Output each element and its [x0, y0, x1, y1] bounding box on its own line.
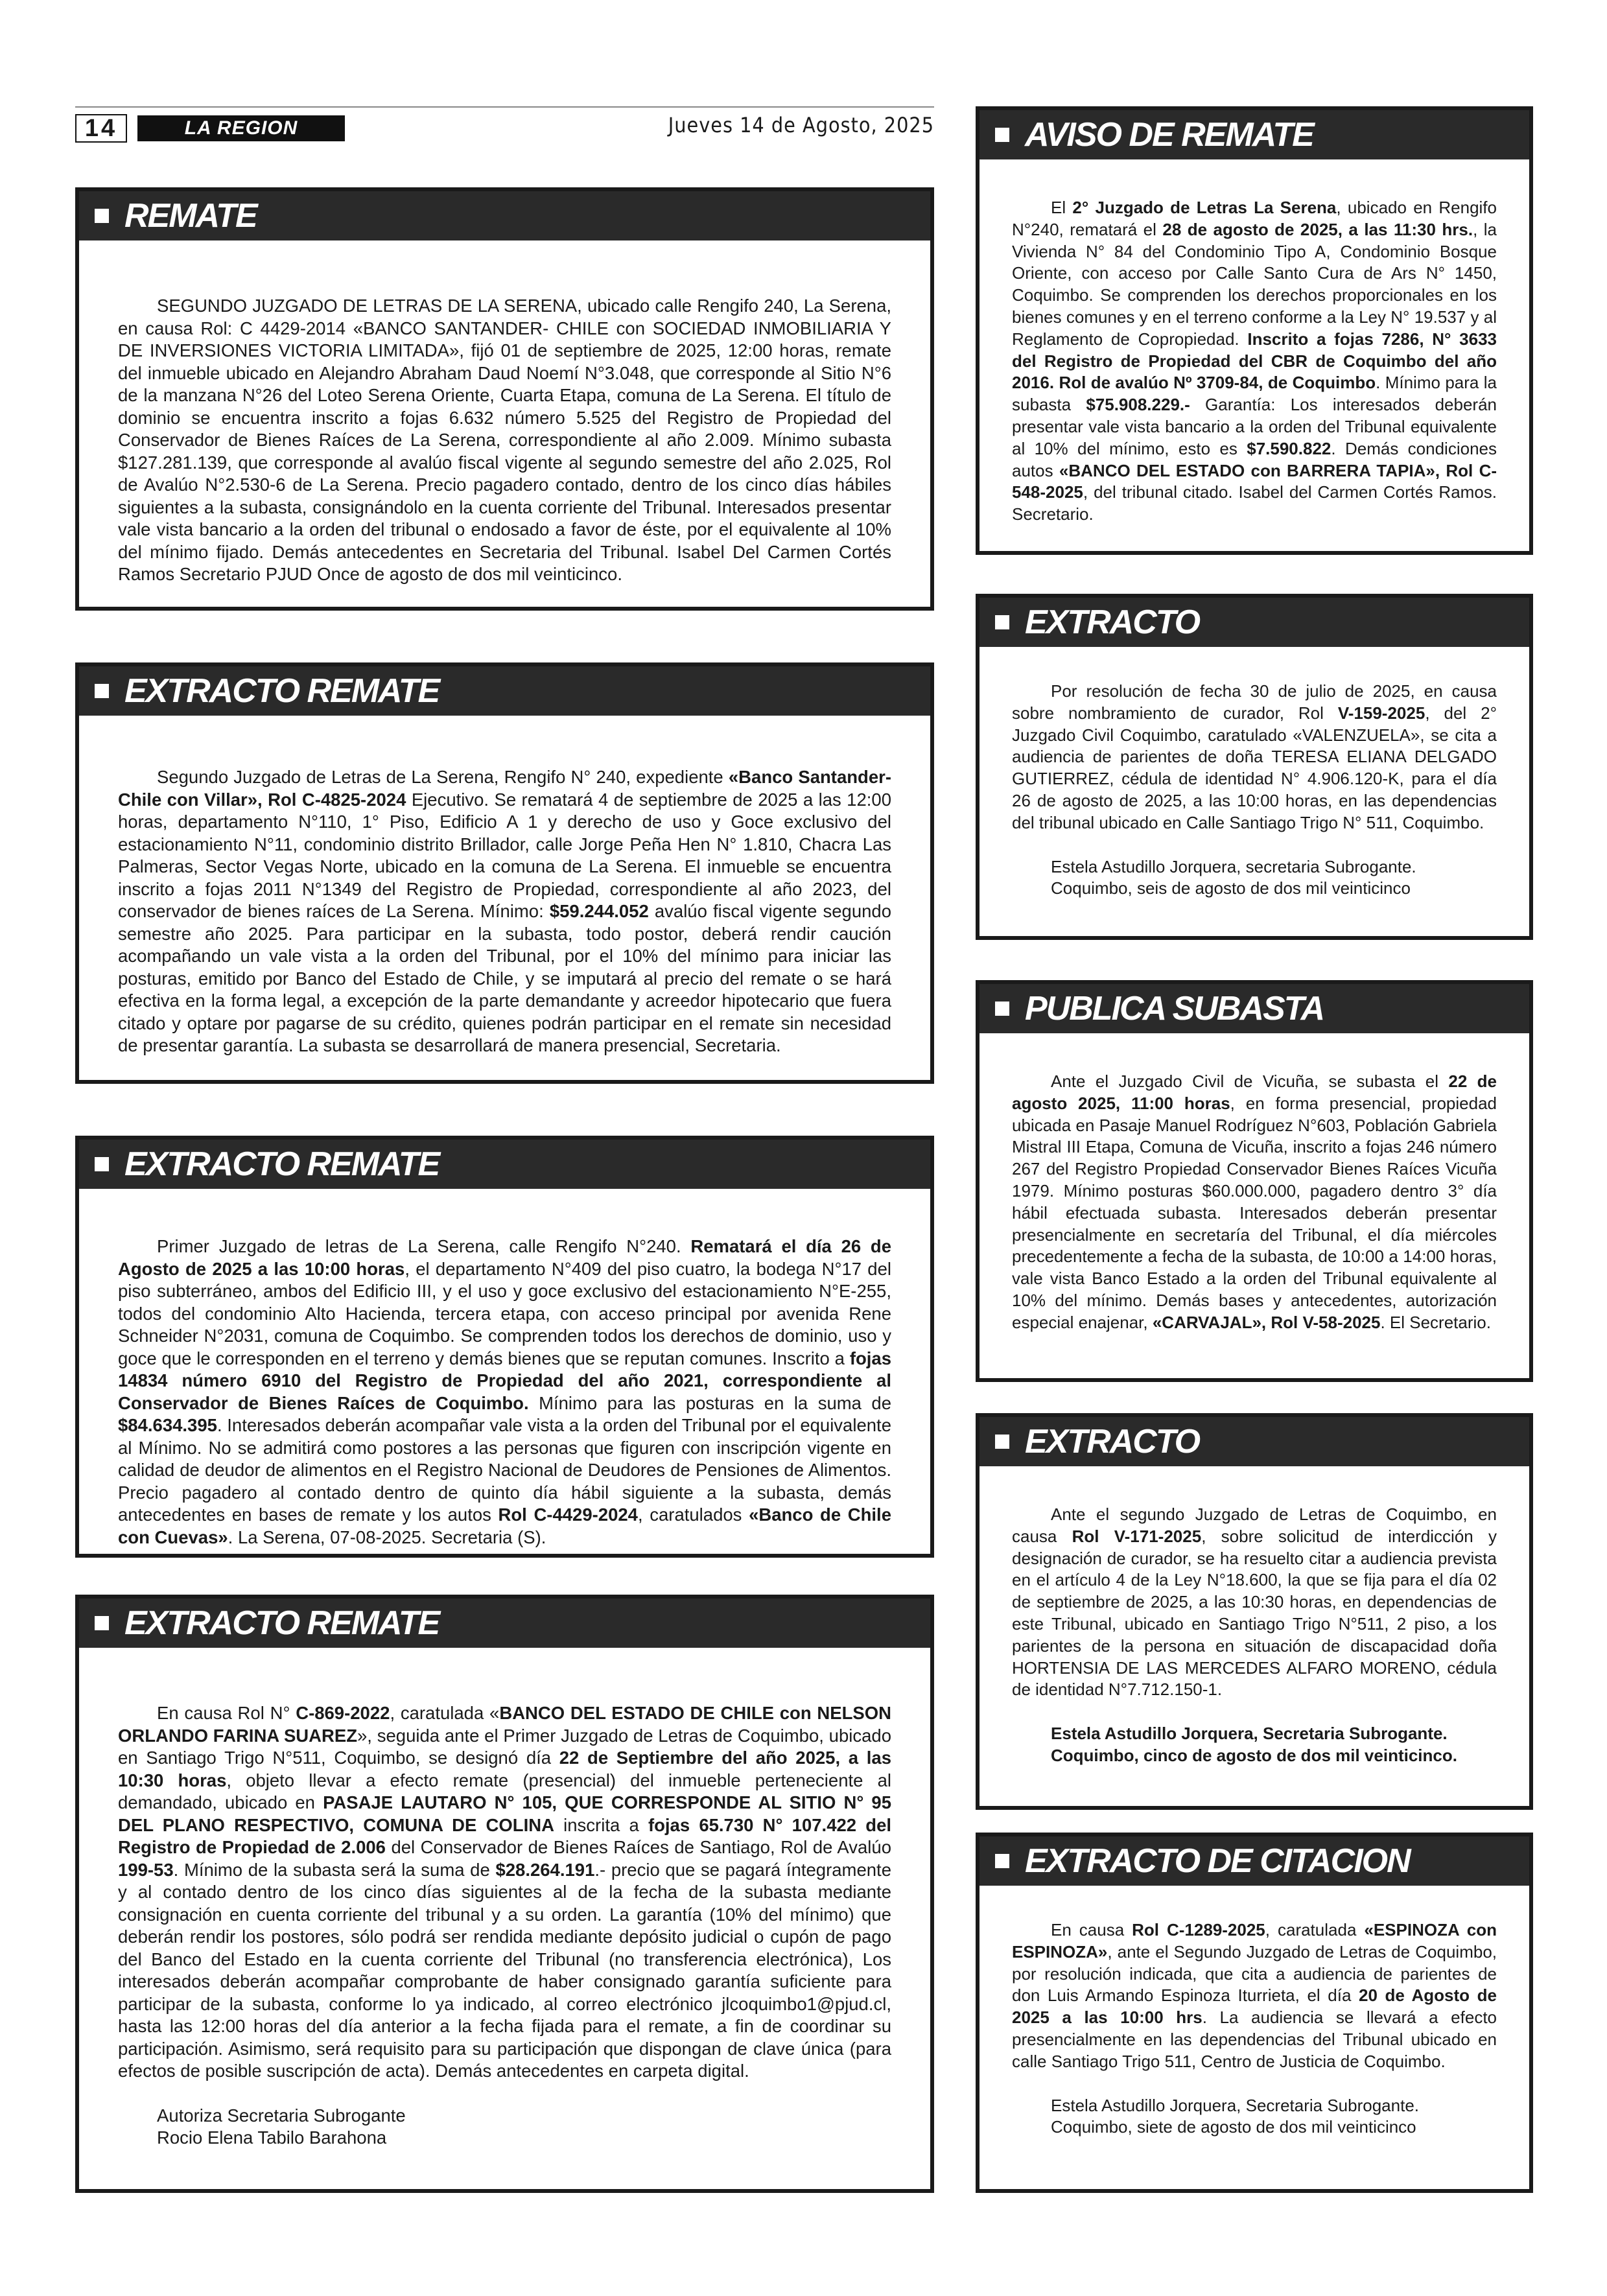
notice-body	[79, 1648, 930, 2150]
text-run: .- precio que se pagará íntegramente y al contado dentro de los cinco días siguientes al de la fecha de la subasta mediante consignación en cuenta corriente del tribunal y a su orden. La garantía (10% del mínimo) que deberán rendir los postores, sólo podrá ser rendida mediante depósito judicial o cupón de pago del Banco del Estado en la cuenta corriente del Tribunal (no transferencia electrónica), Los interesados deberán acompañar comprobante de haber consignado garantía suficiente para participar de la subasta, conforme lo ya indicado, al correo electrónico jlcoquimbo1@pjud.cl, hasta las 12:00 horas del día anterior a la fecha fijada para el remate, a fin de coordinar su participación. Asimismo, será requisito para su participación que dispongan de clave única (para efectos de posible suscripción de acta). Demás antecedentes en carpeta digital.	[118, 1859, 891, 2081]
signature-line: Coquimbo, cinco de agosto de dos mil veinticinco.	[1051, 1745, 1457, 1765]
notice-text	[1012, 681, 1497, 834]
bold-run: $59.244.052	[549, 901, 649, 921]
text-run: En causa Rol N°	[157, 1703, 296, 1723]
notice-title: EXTRACTO REMATE	[124, 1145, 440, 1183]
bold-run: $7.590.822	[1247, 438, 1331, 458]
bold-run: fojas 14834 número 6910 del Registro de Propiedad del año 2021, correspondiente al Conservador de Bienes Raíces de Coquimbo.	[118, 1348, 891, 1413]
bold-run: «Banco de Chile con Cuevas»	[118, 1505, 891, 1547]
notice-extracto-de-citacion	[976, 1833, 1533, 2193]
notice-title-bar	[979, 110, 1529, 159]
notice-body	[979, 647, 1529, 900]
text-run: . Mínimo para la subasta	[1012, 373, 1497, 415]
bold-run: «BANCO DEL ESTADO con BARRERA TAPIA», Rol C-548-2025	[1012, 460, 1497, 502]
bold-run: «CARVAJAL», Rol V-58-2025	[1152, 1312, 1381, 1332]
bold-run: $84.634.395	[118, 1415, 217, 1435]
text-run: Ante el segundo Juzgado de Letras de Coquimbo, en causa	[1012, 1505, 1497, 1546]
text-run: », seguida ante el Primer Juzgado de Letras de Coquimbo, ubicado en Santiago Trigo N°511, Coquimbo, se designó día	[118, 1725, 892, 1768]
text-run: , caratulada	[1265, 1920, 1365, 1939]
notice-title-bar	[79, 1140, 930, 1189]
notice-title: REMATE	[124, 197, 257, 235]
bold-run: «ESPINOZA con ESPINOZA»	[1012, 1920, 1497, 1962]
notice-text	[118, 766, 891, 1057]
notice-title: EXTRACTO	[1025, 1423, 1200, 1460]
text-run: Primer Juzgado de letras de La Serena, calle Rengifo N°240.	[157, 1236, 691, 1256]
signature-line: Coquimbo, seis de agosto de dos mil veinticinco	[1051, 878, 1411, 898]
notice-title-bar	[979, 1836, 1529, 1886]
bold-run: 22 de Septiembre del año 2025, a las 10:30 horas	[118, 1748, 891, 1790]
notice-body	[79, 240, 930, 586]
text-run: . Interesados deberán acompañar vale vista a la orden del Tribunal por el equivalente al Mínimo. No se admitirá como postores a las personas que figuren con inscripción vigente en calidad de deudor de alimentos en el Registro Nacional de Deudores de Pensiones de Alimentos. Precio pagadero al contado dentro de quinto día hábil siguiente a la subasta, demás antecedentes en bases de remate y los autos	[118, 1415, 891, 1525]
text-run: , la Vivienda N° 84 del Condominio Tipo A, Condominio Bosque Oriente, con acceso por Calle Santo Cura de Ars N° 1450, Coquimbo. Se comprenden los derechos proporcionales en los bienes comunes y en el terreno conforme a la Ley N° 19.537 y al Reglamento de Copropiedad.	[1012, 219, 1497, 349]
notice-remate	[75, 187, 934, 611]
text-run: Ante el Juzgado Civil de Vicuña, se subasta el	[1051, 1072, 1449, 1091]
bold-run: Rematará el día 26 de Agosto de 2025 a las 10:00 horas	[118, 1236, 891, 1279]
notice-text	[118, 1236, 891, 1549]
text-run: Ejecutivo. Se rematará 4 de septiembre de 2025 a las 12:00 horas, departamento N°110, 1° Piso, Edificio A 1 y derecho de uso y Goce exclusivo del estacionamiento N°11, condominio distrito Brillador, calle Jorge Peña Hen N° 1.810, Chacra Las Palmeras, Sector Vegas Norte, ubicado en la comuna de La Serena. El inmueble se encuentra inscrito a fojas 2011 N°1349 del Registro de Propiedad, correspondiente al año 2023, del conservador de bienes raíces de La Serena. Mínimo:	[118, 789, 891, 921]
bold-run: Rol V-171-2025	[1072, 1526, 1202, 1546]
text-run: . La audiencia se llevará a efecto presencialmente en las dependencias del Tribunal ubicado en calle Santiago Trigo 511, Centro de Justicia de Coquimbo.	[1012, 2008, 1497, 2071]
newspaper-logo: LA REGION	[137, 115, 345, 141]
issue-date: Jueves 14 de Agosto, 2025	[668, 113, 934, 137]
notice-title: EXTRACTO REMATE	[124, 672, 440, 710]
bullet-square-icon	[995, 615, 1009, 629]
bullet-square-icon	[995, 1854, 1009, 1868]
text-run: . Mínimo de la subasta será la suma de	[173, 1859, 496, 1880]
bullet-square-icon	[995, 128, 1009, 142]
notice-extracto-1	[976, 594, 1533, 940]
text-run: del Conservador de Bienes Raíces de Santiago, Rol de Avalúo	[385, 1837, 891, 1857]
text-run: , del tribunal citado. Isabel del Carmen Cortés Ramos. Secretario.	[1012, 482, 1497, 524]
bold-run: 28 de agosto de 2025, a las 11:30 hrs.	[1162, 219, 1473, 239]
notice-body	[979, 1886, 1529, 2138]
text-run: , del 2° Juzgado Civil Coquimbo, caratulado «VALENZUELA», se cita a audiencia de parientes de doña TERESA ELIANA DELGADO GUTIERREZ, cédula de identidad N° 4.906.120-K, para el día 26 de agosto de 2025, a las 10:00 horas, en las dependencias del tribunal ubicado en Calle Santiago Trigo N° 511, Coquimbo.	[1012, 703, 1497, 832]
bold-run: Rol C-4429-2024	[498, 1505, 638, 1525]
bullet-square-icon	[995, 1002, 1009, 1016]
signature-line: Estela Astudillo Jorquera, Secretaria Subrogante.	[1051, 2095, 1420, 2115]
bold-run: $28.264.191	[495, 1859, 595, 1880]
notice-text: SEGUNDO JUZGADO DE LETRAS DE LA SERENA, ubicado calle Rengifo 240, La Serena, en causa Rol: C 4429-2014 «BANCO SANTANDER- CHILE con SOCIEDAD INMOBILIARIA Y DE INVERSIONES VICTORIA LIMITADA», fijó 01 de septiembre de 2025, 12:00 horas, remate del inmueble ubicado en Alejandro Abraham Daud Noemí N°3.048, que corresponde al Sitio N°6 de la manzana N°26 del Loteo Serena Oriente, Cuarta Etapa, comuna de La Serena. El título de dominio se encuentra inscrito a fojas 6.632 número 5.525 del Registro de Propiedad del Conservador de Bienes Raíces de La Serena, correspondiente al año 2.009. Mínimo subasta $127.281.139, que corresponde al avalúo fiscal vigente al segundo semestre del año 2.025, Rol de Avalúo N°2.530-6 de La Serena. Precio pagadero contado, dentro de los cinco días hábiles siguientes a la subasta, consignándolo en la cuenta corriente del Tribunal. Interesados presentar vale vista bancario a la orden del tribunal o endosado a favor de éste, por el equivalente al 10% del mínimo fijado. Demás antecedentes en Secretaria del Tribunal. Isabel Del Carmen Cortés Ramos Secretario PJUD Once de agosto de dos mil veinticinco.	[118, 296, 891, 584]
notice-body	[979, 1033, 1529, 1334]
signature-line: Coquimbo, siete de agosto de dos mil veinticinco	[1051, 2117, 1416, 2137]
text-run: , el departamento N°409 del piso cuatro, la bodega N°17 del piso subterráneo, ambos del Edificio III, y el uso y goce exclusivo del estacionamiento N°E-255, todos del condominio Alto Hacienda, tercera etapa, con acceso principal por avenida Rene Schneider N°2031, comuna de Coquimbo. Se comprenden todos los derechos de dominio, uso y goce que le corresponden en el terreno y demás bienes que se reputan comunes. Inscrito a	[118, 1258, 892, 1368]
text-run: Mínimo para las posturas en la suma de	[528, 1392, 891, 1413]
text-run: En causa	[1051, 1920, 1132, 1939]
text-run: , ante el Segundo Juzgado de Letras de Coquimbo, por resolución indicada, que cita a audiencia de parientes de don Luis Armando Espinoza Iturrieta, el día	[1012, 1941, 1497, 2006]
bold-run: BANCO DEL ESTADO DE CHILE con NELSON ORLANDO FARINA SUAREZ	[118, 1703, 891, 1746]
notice-body	[979, 159, 1529, 526]
bold-run: fojas 65.730 N° 107.422 del Registro de Propiedad de 2.006	[118, 1814, 891, 1857]
notice-aviso-de-remate	[976, 106, 1533, 555]
bold-run: 2° Juzgado de Letras La Serena	[1072, 198, 1337, 217]
text-run: , ubicado en Rengifo N°240, rematará el	[1012, 198, 1497, 239]
notice-text	[1012, 1071, 1497, 1334]
notice-title: EXTRACTO	[1025, 603, 1200, 641]
text-run: El	[1051, 198, 1073, 217]
text-run: , sobre solicitud de interdicción y designación de curador, se ha resuelto citar a audiencia prevista en el artículo 4 de la Ley N°18.600, la que se fija para el día 02 de septiembre de 2025, a las 10:30 horas, en dependencias de este Tribunal, ubicado en Santiago Trigo N°511, 2 piso, a los parientes de la persona en situación de discapacidad doña HORTENSIA DE LAS MERCEDES ALFARO MORENO, cédula de identidad N°7.712.150-1.	[1012, 1526, 1497, 1700]
bold-run: PASAJE LAUTARO N° 105, QUE CORRESPONDE AL SITIO N° 95 DEL PLANO RESPECTIVO, COMUNA DE COLINA	[118, 1792, 891, 1835]
page-number: 14	[75, 114, 127, 143]
signature-line: Rocio Elena Tabilo Barahona	[157, 2127, 387, 2148]
notice-text	[1012, 197, 1497, 526]
signature-line: Estela Astudillo Jorquera, secretaria Subrogante.	[1051, 856, 1416, 876]
notice-title-bar	[979, 598, 1529, 647]
text-run: Por resolución de fecha 30 de julio de 2025, en causa sobre nombramiento de curador, Rol	[1012, 681, 1497, 723]
notice-title: EXTRACTO REMATE	[124, 1604, 440, 1642]
notice-title-bar	[979, 1417, 1529, 1466]
notice-extracto-remate-2	[75, 1136, 934, 1558]
bold-run: 22 de agosto 2025, 11:00 horas	[1012, 1072, 1497, 1113]
text-run: , en forma presencial, propiedad ubicada en Pasaje Manuel Rodríguez N°603, Población Gabriela Mistral III Etapa, Comuna de Vicuña, inscrito a fojas 246 número 267 del Registro Propiedad Conservador Bienes Raíces Vicuña 1979. Mínimo posturas $60.000.000, pagadero dentro 3° día hábil efectuada subasta. Interesados deberán presentar presencialmente en secretaría del Tribunal, el día miércoles precedentemente a fecha de la subasta, de 10:00 a 14:00 horas, vale vista Banco Estado a la orden del Tribunal equivalente al 10% del mínimo. Demás bases y antecedentes, autorización especial enajenar,	[1012, 1093, 1497, 1332]
text-run: , objeto llevar a efecto remate (presencial) del inmueble perteneciente al demandado, ubicado en	[118, 1770, 891, 1812]
bold-run: $75.908.229.-	[1086, 395, 1190, 415]
page-header	[75, 106, 934, 146]
text-run: avalúo fiscal vigente segundo semestre año 2025. Para participar en la subasta, todo postor, deberá rendir caución acompañando un vale vista a la orden del Tribunal, por el 10% del mínimo para iniciar las posturas, emitido por Banco del Estado de Chile, y se imputará al precio del remate o se hará efectiva en la forma legal, a excepción de la parte demandante y acreedor hipotecario que fuera citado y optare por pagarse de su crédito, quienes podrán participar en el remate sin necesidad de presentar garantía. La subasta se desarrollará de manera presencial, Secretaria.	[118, 901, 891, 1055]
notice-extracto-remate-1	[75, 662, 934, 1084]
bold-run: C-869-2022	[296, 1703, 390, 1723]
notice-title: PUBLICA SUBASTA	[1025, 990, 1324, 1027]
notice-title: EXTRACTO DE CITACION	[1025, 1842, 1410, 1880]
text-run: . La Serena, 07-08-2025. Secretaria (S).	[228, 1527, 546, 1547]
bullet-square-icon	[95, 1157, 109, 1171]
bold-run: 20 de Agosto de 2025 a las 10:00 hrs	[1012, 1986, 1497, 2028]
text-run: . El Secretario.	[1380, 1312, 1491, 1332]
notice-text	[1012, 1919, 1497, 2073]
signature-line: Estela Astudillo Jorquera, Secretaria Subrogante.	[1051, 1724, 1448, 1744]
bold-run: V-159-2025	[1337, 703, 1425, 723]
text-run: Garantía: Los interesados deberán presentar vale vista bancario a la orden del Tribunal equivalente al 10% del mínimo, esto es	[1012, 395, 1497, 458]
notice-extracto-remate-3	[75, 1595, 934, 2193]
bullet-square-icon	[95, 1616, 109, 1630]
text-run: , caratulados	[637, 1505, 749, 1525]
signature-line: Autoriza Secretaria Subrogante	[157, 2105, 406, 2126]
bold-run: Inscrito a fojas 7286, N° 3633 del Registro de Propiedad del CBR de Coquimbo del año 2016. Rol de avalúo Nº 3709-84, de Coquimbo	[1012, 329, 1497, 393]
notice-extracto-2	[976, 1413, 1533, 1810]
notice-text	[1012, 1504, 1497, 1701]
text-run: inscrita a	[554, 1814, 648, 1835]
text-run: . Demás condiciones autos	[1012, 438, 1497, 480]
bullet-square-icon	[95, 209, 109, 223]
bullet-square-icon	[95, 684, 109, 698]
bold-run: Rol C-1289-2025	[1132, 1920, 1265, 1939]
notice-text	[118, 1702, 891, 2083]
bold-run: 199-53	[118, 1859, 174, 1880]
notice-publica-subasta	[976, 980, 1533, 1382]
notice-title-bar	[79, 1599, 930, 1648]
notice-title-bar	[979, 984, 1529, 1033]
notice-title-bar	[79, 191, 930, 240]
notice-title-bar	[79, 666, 930, 716]
bullet-square-icon	[995, 1435, 1009, 1449]
notice-body	[79, 1189, 930, 1549]
text-run: Segundo Juzgado de Letras de La Serena, Rengifo N° 240, expediente	[157, 767, 729, 787]
notice-body	[979, 1466, 1529, 1767]
bold-run: «Banco Santander-Chile con Villar», Rol C-4825-2024	[118, 767, 891, 810]
notice-body	[79, 716, 930, 1057]
notice-title: AVISO DE REMATE	[1025, 116, 1313, 154]
text-run: , caratulada «	[390, 1703, 500, 1723]
